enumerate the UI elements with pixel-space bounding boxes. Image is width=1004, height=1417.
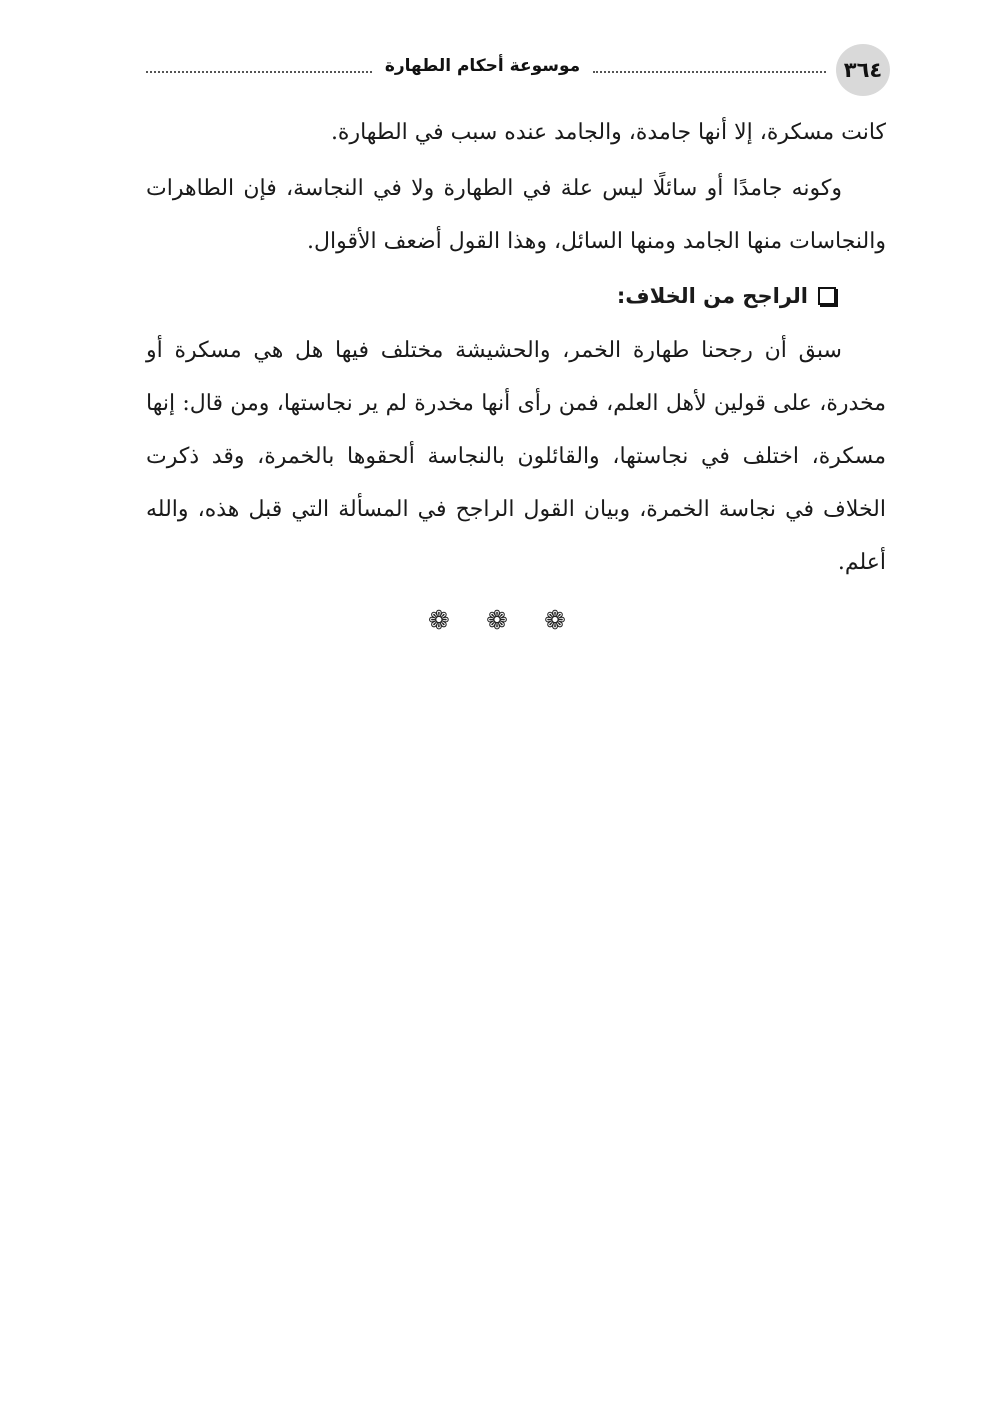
paragraph: وكونه جامدًا أو سائلًا ليس علة في الطهارة ولا في النجاسة، فإن الطاهرات والنجاسات منها الجامد ومنها السائل، وهذا القول أضعف الأقوال. [146, 176, 886, 254]
header-dotted-rule-left [146, 71, 372, 73]
flower-ornament-icon: ❁ [486, 606, 518, 636]
section-heading [146, 268, 886, 324]
header-dotted-rule-right [593, 71, 826, 73]
flower-ornament-icon: ❁ [428, 606, 460, 636]
section-heading-label: الراجح من الخلاف: [616, 283, 808, 308]
page-number-badge: ٣٦٤ [836, 44, 890, 96]
page-body [146, 106, 886, 589]
paragraph: سبق أن رجحنا طهارة الخمر، والحشيشة مختلف فيها هل هي مسكرة أو مخدرة، على قولين لأهل العلم، فمن رأى أنها مخدرة لم ير نجاستها، ومن قال: إنها مسكرة، اختلف في نجاستها، والقائلون بالنجاسة ألحقوها بالخمرة، وقد ذكرت الخلاف في نجاسة الخمرة، وبيان القول الراجح في المسألة التي قبل هذه، والله أعلم. [146, 338, 886, 575]
page-header [146, 44, 890, 96]
running-title: موسوعة أحكام الطهارة [384, 56, 581, 76]
paragraph-continuation: كانت مسكرة، إلا أنها جامدة، والجامد عنده سبب في الطهارة. [330, 120, 886, 145]
section-end-ornament [0, 606, 1004, 636]
checkbox-bullet-icon [818, 287, 836, 305]
flower-ornament-icon: ❁ [544, 606, 576, 636]
